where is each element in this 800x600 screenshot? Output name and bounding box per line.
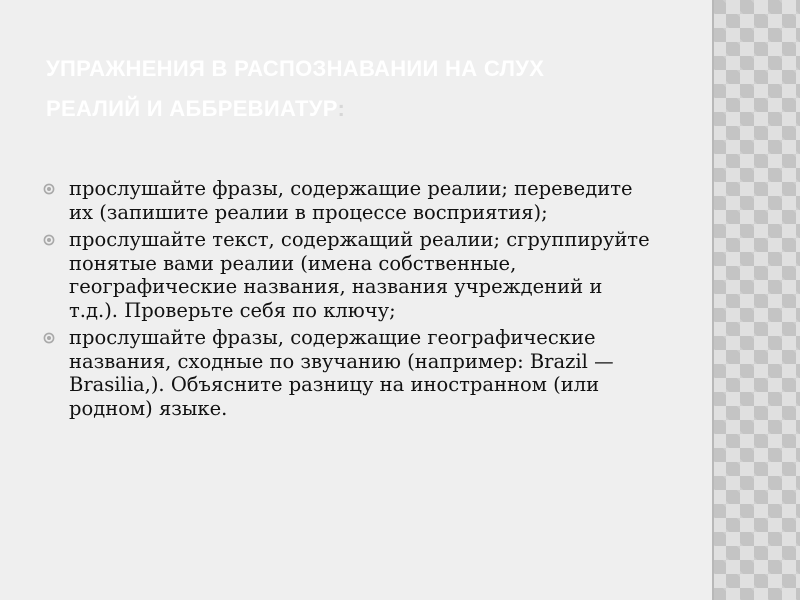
circle-bullet-icon bbox=[43, 234, 55, 246]
bullet-text: прослушайте фразы, содержащие реалии; переведите их (запишите реалии в процессе восприятия); bbox=[69, 177, 633, 224]
slide-title-line-2: РЕАЛИЙ И АББРЕВИАТУР bbox=[46, 96, 338, 121]
bullet-text: прослушайте фразы, содержащие географические названия, сходные по звучанию (например: Brazil — Brasilia,). Объясните разницу на иностранном (или родном) языке. bbox=[69, 326, 614, 420]
decorative-side-pattern bbox=[712, 0, 800, 600]
circle-bullet-icon bbox=[43, 332, 55, 344]
slide-title-line-1: УПРАЖНЕНИЯ В РАСПОЗНАВАНИИ НА СЛУХ bbox=[46, 56, 545, 81]
circle-bullet-icon bbox=[43, 183, 55, 195]
slide-title bbox=[46, 49, 666, 129]
slide-title-colon: : bbox=[337, 96, 346, 121]
bullet-text: прослушайте текст, содержащий реалии; сгруппируйте понятые вами реалии (имена собственные, географические названия, названия учреждений и т.д.). Проверьте себя по ключу; bbox=[69, 228, 650, 322]
bullet-item-geographic-names bbox=[43, 326, 653, 420]
bullet-item-listen-phrases bbox=[43, 177, 653, 224]
bullet-item-listen-text bbox=[43, 228, 653, 322]
bullet-list bbox=[43, 177, 653, 424]
